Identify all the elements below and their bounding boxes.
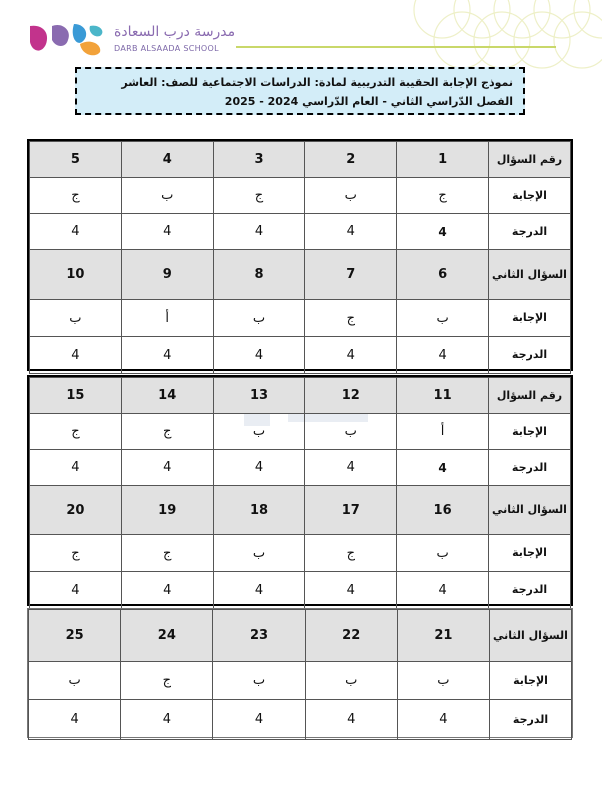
question-number: 10 — [30, 250, 122, 300]
row-label: الإجابة — [489, 178, 571, 214]
answer-cell: ج — [213, 178, 305, 214]
grade-row — [30, 214, 571, 250]
grade-cell: 4 — [30, 450, 122, 486]
row-label: الدرجة — [489, 450, 571, 486]
answer-cell: ج — [30, 535, 122, 572]
answer-table-3 — [28, 609, 572, 740]
header-rule — [236, 46, 556, 48]
question-number: 18 — [213, 486, 305, 535]
question-number: 13 — [213, 378, 305, 414]
question-number: 25 — [29, 610, 121, 662]
question-number: 4 — [121, 142, 213, 178]
answer-row — [30, 535, 571, 572]
answer-block-2 — [27, 375, 573, 606]
row-label: الدرجة — [489, 214, 571, 250]
answer-cell: ج — [30, 178, 122, 214]
row-label: الإجابة — [489, 300, 571, 337]
answer-cell: ب — [213, 535, 305, 572]
answer-block-1 — [27, 139, 573, 371]
row-label: السؤال الثاني — [489, 486, 571, 535]
grade-cell: 4 — [305, 450, 397, 486]
answer-cell: ج — [305, 535, 397, 572]
question-number: 9 — [121, 250, 213, 300]
row-label: السؤال الثاني — [490, 610, 572, 662]
question-number: 24 — [121, 610, 213, 662]
row-label: الإجابة — [489, 414, 571, 450]
question-number: 5 — [30, 142, 122, 178]
answer-table-1 — [29, 141, 571, 374]
grade-cell: 4 — [397, 572, 489, 609]
answer-row — [30, 414, 571, 450]
grade-cell: 4 — [213, 450, 305, 486]
question-number-row — [30, 142, 571, 178]
logo-mark-icon — [28, 22, 106, 58]
school-logo — [28, 22, 238, 62]
answer-cell: ب — [305, 662, 397, 700]
question-number: 19 — [121, 486, 213, 535]
row-label: الإجابة — [490, 662, 572, 700]
question-number-row — [30, 378, 571, 414]
grade-cell: 4 — [29, 700, 121, 740]
grade-cell: 4 — [30, 572, 122, 609]
grade-cell: 4 — [213, 700, 305, 740]
grade-cell: 4 — [397, 450, 489, 486]
grade-cell: 4 — [121, 337, 213, 374]
answer-cell: ج — [121, 535, 213, 572]
question-number: 23 — [213, 610, 305, 662]
answer-cell: ب — [213, 662, 305, 700]
row-label: رقم السؤال — [489, 378, 571, 414]
question-number: 1 — [397, 142, 489, 178]
answer-cell: ب — [121, 178, 213, 214]
question-number: 3 — [213, 142, 305, 178]
answer-row — [30, 178, 571, 214]
grade-row — [30, 337, 571, 374]
question-number: 21 — [397, 610, 489, 662]
grade-cell: 4 — [397, 337, 489, 374]
answer-cell: ج — [305, 300, 397, 337]
row-label: رقم السؤال — [489, 142, 571, 178]
answer-row — [30, 300, 571, 337]
answer-cell: ب — [30, 300, 122, 337]
grade-row — [30, 572, 571, 609]
question-number: 20 — [30, 486, 122, 535]
answer-cell: ب — [305, 178, 397, 214]
row-label: الإجابة — [489, 535, 571, 572]
grade-cell: 4 — [121, 700, 213, 740]
row-label: الدرجة — [489, 337, 571, 374]
grade-cell: 4 — [397, 214, 489, 250]
title-line-1: نموذج الإجابة الحقيبة التدريبية لمادة: الدراسات الاجتماعية للصف: العاشر — [121, 76, 513, 89]
grade-row — [29, 700, 572, 740]
row-label: الدرجة — [489, 572, 571, 609]
title-line-2: الفصل الدّراسي الثاني - العام الدّراسي 2024 - 2025 — [224, 95, 513, 108]
school-name-arabic: مدرسة درب السعادة — [114, 24, 236, 40]
grade-cell: 4 — [121, 214, 213, 250]
question-number: 22 — [305, 610, 397, 662]
grade-cell: 4 — [305, 214, 397, 250]
question-number-row — [29, 610, 572, 662]
row-label: الدرجة — [490, 700, 572, 740]
question-number: 12 — [305, 378, 397, 414]
question-number: 8 — [213, 250, 305, 300]
grade-cell: 4 — [213, 337, 305, 374]
answer-cell: ب — [305, 414, 397, 450]
question-number: 14 — [121, 378, 213, 414]
grade-cell: 4 — [305, 337, 397, 374]
grade-cell: 4 — [30, 337, 122, 374]
grade-cell: 4 — [305, 700, 397, 740]
question-number: 11 — [397, 378, 489, 414]
question-number: 6 — [397, 250, 489, 300]
grade-row — [30, 450, 571, 486]
question-number: 16 — [397, 486, 489, 535]
answer-cell: ب — [397, 662, 489, 700]
answer-cell: أ — [121, 300, 213, 337]
answer-cell: ب — [213, 414, 305, 450]
answer-cell: ب — [213, 300, 305, 337]
answer-cell: ب — [397, 535, 489, 572]
title-box — [75, 67, 525, 115]
grade-cell: 4 — [305, 572, 397, 609]
answer-cell: ج — [30, 414, 122, 450]
question-number: 7 — [305, 250, 397, 300]
answer-cell: ب — [29, 662, 121, 700]
question-number-row — [30, 486, 571, 535]
answer-table-2 — [29, 377, 571, 609]
question-number: 15 — [30, 378, 122, 414]
grade-cell: 4 — [121, 572, 213, 609]
question-number-row — [30, 250, 571, 300]
answer-cell: ب — [397, 300, 489, 337]
answer-cell: ج — [121, 662, 213, 700]
grade-cell: 4 — [213, 214, 305, 250]
school-name-english: DARB ALSAADA SCHOOL — [114, 44, 219, 53]
question-number: 2 — [305, 142, 397, 178]
answer-row — [29, 662, 572, 700]
row-label: السؤال الثاني — [489, 250, 571, 300]
grade-cell: 4 — [121, 450, 213, 486]
question-number: 17 — [305, 486, 397, 535]
answer-block-3 — [27, 608, 573, 738]
answer-cell: ج — [397, 178, 489, 214]
grade-cell: 4 — [397, 700, 489, 740]
grade-cell: 4 — [30, 214, 122, 250]
answer-cell: ج — [121, 414, 213, 450]
answer-cell: أ — [397, 414, 489, 450]
grade-cell: 4 — [213, 572, 305, 609]
